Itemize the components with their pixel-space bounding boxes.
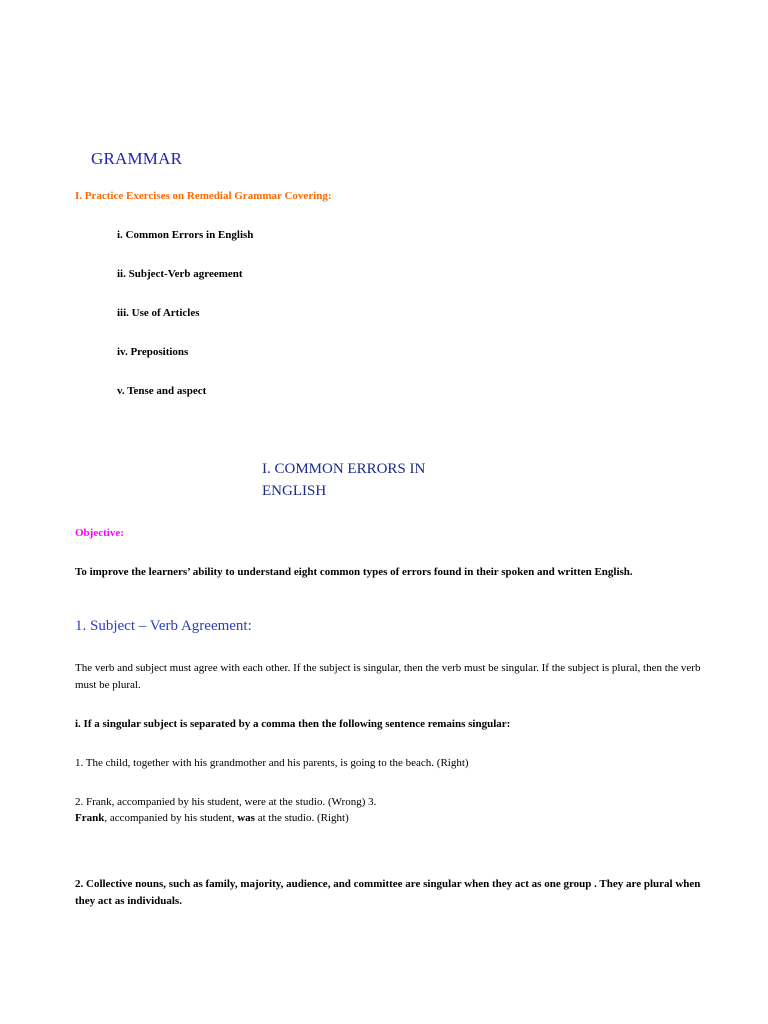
practice-subheading: I. Practice Exercises on Remedial Grammar Covering: (75, 190, 332, 202)
topic-item-subject-verb: ii. Subject-Verb agreement (117, 268, 243, 280)
example-3-middle: , accompanied by his student, (104, 812, 238, 824)
example-3-end: at the studio. (Right) (254, 812, 349, 824)
section-title: I. COMMON ERRORS IN ENGLISH (262, 461, 426, 499)
document-title: GRAMMAR (91, 149, 183, 168)
topic-item-prepositions: iv. Prepositions (117, 346, 189, 358)
collective-nouns-rule: 2. Collective nouns, such as family, majority, audience, and committee are singular when they act as one group . They are plural when they act as individuals. (75, 878, 701, 907)
topic-item-tense: v. Tense and aspect (117, 385, 207, 397)
rule-i-heading: i. If a singular subject is separated by a comma then the following sentence remains singular: (75, 718, 511, 730)
objective-label: Objective: (75, 527, 124, 539)
example-3-verb: was (237, 812, 255, 824)
objective-text: To improve the learners’ ability to understand eight common types of errors found in their spoken and written English. (75, 566, 633, 578)
subject-verb-intro: The verb and subject must agree with each other. If the subject is singular, then the verb must be singular. If the subject is plural, then the verb must be plural. (75, 662, 701, 691)
example-3 (75, 810, 715, 827)
topic-item-common-errors: i. Common Errors in English (117, 229, 254, 241)
subject-verb-heading: 1. Subject – Verb Agreement: (75, 618, 252, 634)
topic-item-articles: iii. Use of Articles (117, 307, 200, 319)
example-1: 1. The child, together with his grandmother and his parents, is going to the beach. (Right) (75, 757, 469, 769)
example-3-subject: Frank (75, 812, 105, 824)
example-2: 2. Frank, accompanied by his student, were at the studio. (Wrong) 3. (75, 796, 377, 808)
